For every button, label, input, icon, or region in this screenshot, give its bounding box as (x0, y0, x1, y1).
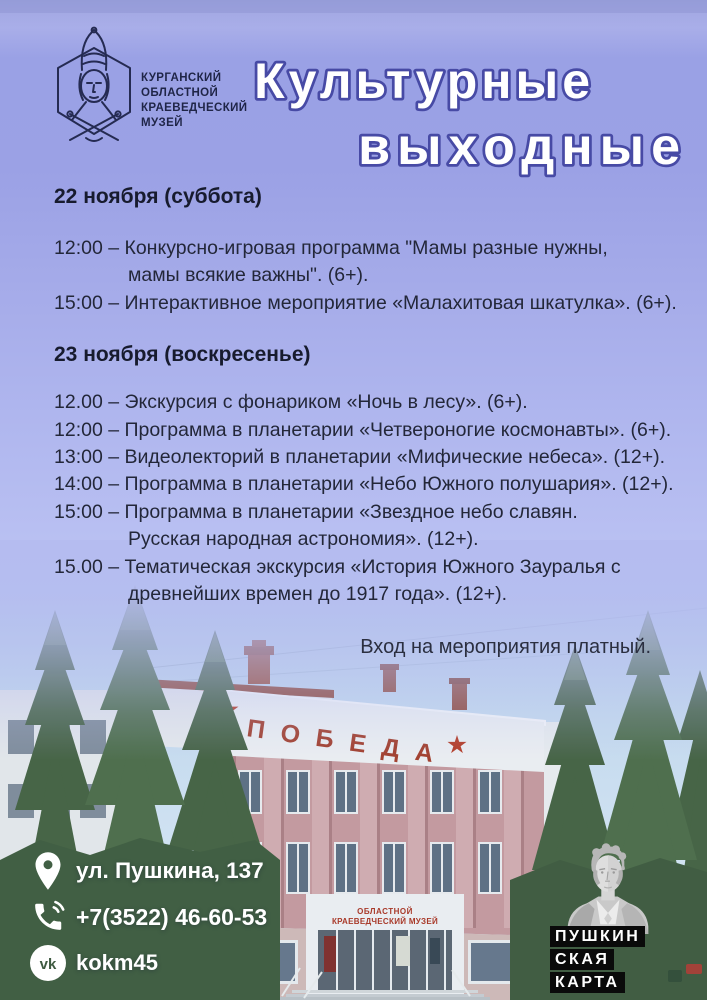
section-heading-saturday: 22 ноября (суббота) (54, 185, 262, 208)
org-name-line: КРАЕВЕДЧЕСКИЙ (141, 102, 248, 114)
svg-text:vk: vk (39, 956, 57, 973)
address-text: ул. Пушкина, 137 (76, 858, 264, 883)
pushkin-card-badge (550, 838, 700, 995)
contacts (28, 851, 267, 989)
pushkin-card-label-line: КАРТА (550, 972, 625, 993)
phone-row (28, 897, 267, 937)
event-line: 12:00 – Программа в планетарии «Четвероногие космонавты». (6+). (54, 418, 672, 441)
event-line: 12.00 – Экскурсия с фонариком «Ночь в лесу». (6+). (54, 391, 528, 414)
top-strip (0, 0, 707, 13)
location-pin-icon (28, 851, 68, 891)
pushkin-bust-icon (558, 838, 658, 934)
event-line: 15:00 – Программа в планетарии «Звездное небо славян. (54, 500, 578, 523)
org-name-line: КУРГАНСКИЙ (141, 72, 222, 84)
vk-icon (28, 944, 68, 982)
event-line: 12:00 – Конкурсно-игровая программа "Мамы разные нужны, (54, 237, 608, 259)
pushkin-card-label-line: ПУШКИН (550, 926, 645, 947)
event-line: 15:00 – Интерактивное мероприятие «Малахитовая шкатулка». (6+). (54, 291, 677, 314)
schedule (54, 183, 701, 608)
entrance-sign-line1: ОБЛАСТНОЙ (357, 907, 413, 916)
org-name-line: МУЗЕЙ (141, 117, 183, 129)
event-line: 14:00 – Программа в планетарии «Небо Южного полушария». (12+). (54, 473, 674, 496)
phone-text: +7(3522) 46-60-53 (76, 903, 268, 930)
phone-icon (28, 899, 68, 935)
pushkin-card-label-line: СКАЯ (550, 949, 614, 970)
entrance-sign-line2: КРАЕВЕДЧЕСКИЙ МУЗЕЙ (331, 917, 439, 926)
org-name-line: ОБЛАСТНОЙ (141, 87, 219, 99)
event-line: мамы всякие важны". (6+). (128, 264, 369, 287)
event-line: 13:00 – Видеолекторий в планетарии «Мифические небеса». (12+). (54, 446, 666, 469)
paid-entry-note: Вход на мероприятия платный. (360, 636, 651, 658)
vk-row (28, 943, 267, 983)
pushkin-card-label (550, 926, 700, 995)
event-line: древнейших времен до 1917 года». (12+). (128, 583, 508, 606)
poster-title (0, 40, 707, 180)
event-line: Русская народная астрономия». (12+). (128, 528, 479, 551)
section-heading-sunday: 23 ноября (воскресенье) (54, 343, 311, 367)
event-line: 15.00 – Тематическая экскурсия «История Южного Зауралья с (54, 555, 621, 578)
poster-title-line2: выходные (358, 118, 687, 176)
poster-title-line1: Культурные (254, 53, 594, 109)
address-row (28, 851, 267, 891)
vk-text: kokm45 (76, 950, 158, 975)
